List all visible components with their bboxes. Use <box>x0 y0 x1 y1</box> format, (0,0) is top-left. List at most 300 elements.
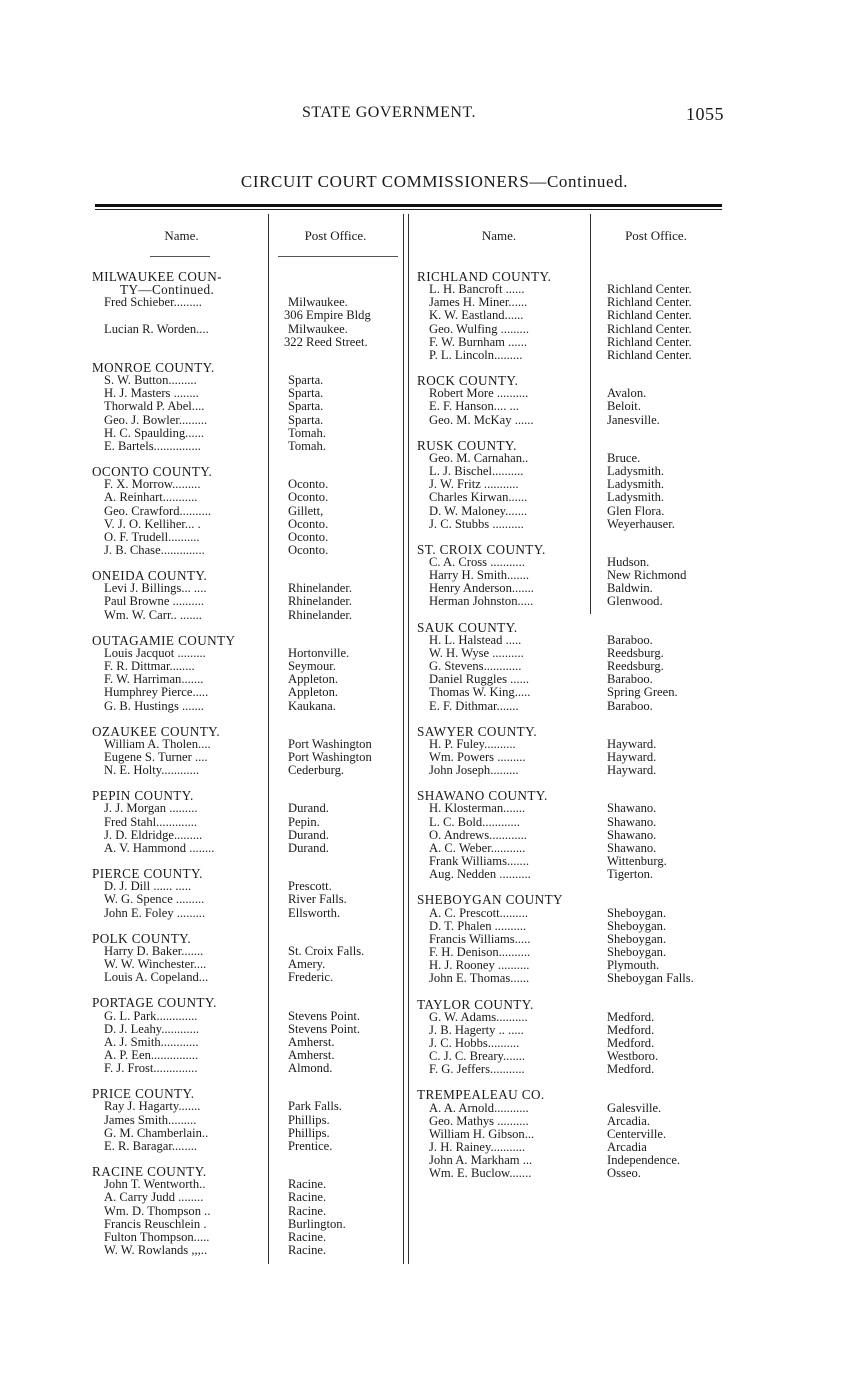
post-office: Oconto. <box>288 490 329 505</box>
commissioner-row <box>92 414 407 427</box>
commissioner-row <box>92 1062 407 1075</box>
commissioner-name: F. G. Jeffers........... <box>429 1063 525 1077</box>
commissioner-name: Geo. Crawford.......... <box>104 504 212 518</box>
post-office: Sparta. <box>288 412 324 427</box>
commissioner-row <box>92 478 407 491</box>
post-office: Ellsworth. <box>288 905 341 920</box>
commissioner-name: Francis Williams..... <box>429 932 531 946</box>
commissioner-name: Charles Kirwan...... <box>429 491 528 505</box>
commissioner-row <box>92 1010 407 1023</box>
post-office: Tigerton. <box>607 867 654 882</box>
post-office: Amherst. <box>288 1047 335 1062</box>
post-office: Oconto. <box>288 516 329 531</box>
commissioner-name: L. C. Bold............ <box>429 815 520 829</box>
right-column <box>417 270 727 1181</box>
post-office: Richland Center. <box>607 295 692 310</box>
commissioner-row <box>92 427 407 440</box>
commissioner-name: Paul Browne .......... <box>104 595 205 609</box>
post-office: Cederburg. <box>288 763 345 778</box>
post-office: Baldwin. <box>607 581 653 596</box>
commissioner-name: N. E. Holty............ <box>104 764 200 778</box>
running-head-title: STATE GOVERNMENT. <box>302 104 477 121</box>
post-office: Appleton. <box>288 685 339 700</box>
commissioner-row <box>92 660 407 673</box>
post-office: Beloit. <box>607 399 641 414</box>
commissioner-name: J. J. Morgan ......... <box>104 802 198 816</box>
commissioner-name: W. H. Wyse .......... <box>429 646 524 660</box>
commissioner-row <box>417 764 727 777</box>
post-office: Ladysmith. <box>607 464 665 479</box>
right-office-header: Post Office. <box>625 228 687 243</box>
commissioner-name: E. F. Hanson.... ... <box>429 400 519 414</box>
commissioner-row <box>92 1244 407 1257</box>
post-office: Milwaukee. <box>288 295 348 310</box>
post-office: Prescott. <box>288 879 332 894</box>
post-office: Baraboo. <box>607 672 653 687</box>
post-office: Tomah. <box>288 438 326 453</box>
commissioner-name: F. J. Frost.............. <box>104 1062 198 1076</box>
post-office: Spring Green. <box>607 685 678 700</box>
commissioner-name: S. W. Button......... <box>104 374 197 388</box>
commissioner-row <box>417 802 727 815</box>
commissioner-row <box>92 971 407 984</box>
post-office: Oconto. <box>288 529 329 544</box>
commissioner-name: F. W. Burnham ...... <box>429 335 528 349</box>
commissioner-name: G. L. Park............. <box>104 1009 198 1023</box>
post-office: Durand. <box>288 827 329 842</box>
commissioner-name: J. W. Fritz ........... <box>429 478 519 492</box>
post-office: Milwaukee. <box>288 321 348 336</box>
post-office: Glenwood. <box>607 594 663 609</box>
post-office: Hayward. <box>607 750 657 764</box>
commissioner-row <box>92 829 407 842</box>
blank-cell <box>92 309 278 322</box>
commissioner-name: H. P. Fuley.......... <box>429 737 516 751</box>
commissioner-name: James H. Miner...... <box>429 296 528 310</box>
post-office: Westboro. <box>607 1049 659 1064</box>
commissioner-row <box>417 673 727 686</box>
post-office: Janesville. <box>607 412 660 427</box>
county-heading: TREMPEALEAU CO. <box>417 1087 545 1103</box>
county-heading: ONEIDA COUNTY. <box>92 568 208 584</box>
post-office: Medford. <box>607 1009 655 1024</box>
commissioner-row <box>92 1127 407 1140</box>
county-heading: PORTAGE COUNTY. <box>92 995 217 1011</box>
post-office: Reedsburg. <box>607 645 664 660</box>
commissioner-row <box>92 595 407 608</box>
post-office: Shawano. <box>607 814 657 829</box>
commissioner-name: E. Bartels............... <box>104 439 201 453</box>
post-office: Appleton. <box>288 672 339 687</box>
commissioner-row <box>417 751 727 764</box>
commissioner-row <box>417 595 727 608</box>
commissioner-name: C. A. Cross ........... <box>429 555 525 569</box>
commissioner-name: Robert More .......... <box>429 387 529 401</box>
county-heading: TAYLOR COUNTY. <box>417 996 534 1012</box>
commissioner-name: Frank Williams....... <box>429 855 530 869</box>
post-office: Seymour. <box>288 659 336 674</box>
commissioner-row <box>417 920 727 933</box>
post-office: Reedsburg. <box>607 659 664 674</box>
post-office: Sheboygan Falls. <box>607 971 694 986</box>
commissioner-row <box>92 1205 407 1218</box>
post-office: Arcadia <box>607 1140 647 1155</box>
commissioner-row <box>92 531 407 544</box>
post-office: Medford. <box>607 1022 655 1037</box>
post-office: Amery. <box>288 957 326 972</box>
commissioner-name: A. V. Hammond ........ <box>104 841 215 855</box>
street-address: 306 Empire Bldg <box>284 308 371 323</box>
commissioner-name: V. J. O. Kelliher... . <box>104 517 201 531</box>
post-office: Medford. <box>607 1062 655 1077</box>
commissioner-address-row <box>92 336 407 349</box>
post-office: Racine. <box>288 1243 327 1257</box>
commissioner-name: E. R. Baragar........ <box>104 1139 198 1153</box>
commissioner-name: F. R. Dittmar........ <box>104 660 195 674</box>
post-office: Independence. <box>607 1153 681 1168</box>
commissioner-row <box>92 893 407 906</box>
commissioner-row <box>417 1167 727 1180</box>
post-office: Sheboygan. <box>607 945 667 960</box>
commissioner-row <box>92 764 407 777</box>
commissioner-name: William H. Gibson... <box>429 1127 535 1141</box>
post-office: Oconto. <box>288 477 329 492</box>
commissioner-name: A. Carry Judd ........ <box>104 1191 204 1205</box>
commissioner-row <box>417 1037 727 1050</box>
post-office: Stevens Point. <box>288 1021 361 1036</box>
post-office: Gillett, <box>288 503 324 518</box>
post-office: Richland Center. <box>607 334 692 349</box>
commissioner-name: Fred Schieber......... <box>104 296 202 310</box>
post-office: Centerville. <box>607 1126 667 1141</box>
commissioner-name: E. F. Dithmar....... <box>429 699 519 713</box>
left-office-header: Post Office. <box>304 228 367 243</box>
commissioner-row <box>417 855 727 868</box>
post-office: Phillips. <box>288 1125 330 1140</box>
commissioner-name: J. D. Eldridge......... <box>104 828 203 842</box>
county-heading: ST. CROIX COUNTY. <box>417 541 546 557</box>
commissioner-name: Geo. Mathys .......... <box>429 1114 529 1128</box>
commissioner-row <box>92 686 407 699</box>
post-office: Shawano. <box>607 827 657 842</box>
post-office: New Richmond <box>607 568 687 583</box>
commissioner-name: L. H. Bancroft ...... <box>429 283 525 297</box>
commissioner-name: A. Reinhart........... <box>104 491 198 505</box>
commissioner-name: G. M. Chamberlain.. <box>104 1126 209 1140</box>
commissioner-row <box>417 933 727 946</box>
commissioner-name: J. B. Hagerty .. ..... <box>429 1023 524 1037</box>
commissioner-name: W. W. Rowlands ,,,.. <box>104 1244 208 1257</box>
post-office: Sparta. <box>288 386 324 401</box>
commissioner-row <box>417 478 727 491</box>
commissioner-name: Levi J. Billings... .... <box>104 582 207 596</box>
commissioner-row <box>92 1036 407 1049</box>
commissioner-row <box>417 323 727 336</box>
post-office: Shawano. <box>607 801 657 816</box>
commissioner-row <box>417 660 727 673</box>
commissioner-row <box>92 1231 407 1244</box>
commissioner-row <box>417 349 727 362</box>
post-office: Sparta. <box>288 373 324 388</box>
county-heading: SAWYER COUNTY. <box>417 723 538 739</box>
header-underline <box>150 256 210 257</box>
commissioner-row <box>92 1191 407 1204</box>
commissioner-row <box>417 1102 727 1115</box>
commissioner-row <box>417 518 727 531</box>
commissioner-name: D. J. Dill ...... ..... <box>104 880 192 894</box>
commissioner-row <box>92 1218 407 1231</box>
commissioner-row <box>417 907 727 920</box>
commissioner-row <box>417 1011 727 1024</box>
county-heading: SHAWANO COUNTY. <box>417 788 548 804</box>
county-heading-continued: TY—Continued. <box>120 282 215 298</box>
commissioner-row <box>417 816 727 829</box>
street-address: 322 Reed Street. <box>284 334 368 349</box>
commissioner-row <box>92 491 407 504</box>
commissioner-row <box>417 1154 727 1167</box>
post-office: Hudson. <box>607 554 650 569</box>
commissioner-row <box>92 544 407 557</box>
commissioner-name: Louis A. Copeland... <box>104 971 209 985</box>
post-office: Richland Center. <box>607 282 692 297</box>
post-office: Sheboygan. <box>607 918 667 933</box>
commissioner-name: Geo. Wulfing ......... <box>429 322 529 336</box>
commissioner-row <box>417 1141 727 1154</box>
commissioner-name: Thomas W. King..... <box>429 686 531 700</box>
commissioner-name: H. L. Halstead ..... <box>429 633 522 647</box>
commissioner-row <box>92 880 407 893</box>
post-office: Bruce. <box>607 450 641 465</box>
county-heading: OZAUKEE COUNTY. <box>92 723 221 739</box>
commissioner-row <box>92 1100 407 1113</box>
county-heading: PIERCE COUNTY. <box>92 866 203 882</box>
commissioner-row <box>92 842 407 855</box>
county-heading: SAUK COUNTY. <box>417 619 518 635</box>
commissioner-row <box>417 400 727 413</box>
commissioner-name: Thorwald P. Abel.... <box>104 400 205 414</box>
commissioner-address-row <box>92 309 407 322</box>
commissioner-row <box>417 842 727 855</box>
commissioner-name: H. C. Spaulding...... <box>104 426 205 440</box>
county-heading: PEPIN COUNTY. <box>92 788 194 804</box>
commissioner-name: Wm. W. Carr.. ....... <box>104 608 202 622</box>
left-column <box>92 270 407 1257</box>
post-office: Tomah. <box>288 425 326 440</box>
post-office: Baraboo. <box>607 632 653 647</box>
commissioner-name: A. A. Arnold........... <box>429 1101 529 1115</box>
commissioner-row <box>417 634 727 647</box>
post-office: Richland Center. <box>607 308 692 323</box>
header-rule-thick <box>95 204 722 207</box>
commissioner-row <box>417 868 727 881</box>
post-office: Medford. <box>607 1035 655 1050</box>
commissioner-name: Ray J. Hagarty....... <box>104 1100 201 1114</box>
commissioner-name: Louis Jacquot ......... <box>104 646 206 660</box>
commissioner-row <box>92 816 407 829</box>
commissioner-name: Harry D. Baker....... <box>104 944 204 958</box>
commissioner-row <box>92 700 407 713</box>
commissioner-name: J. C. Hobbs.......... <box>429 1036 520 1050</box>
commissioner-name: Humphrey Pierce..... <box>104 686 209 700</box>
post-office: Kaukana. <box>288 698 336 713</box>
commissioner-name: A. J. Smith............ <box>104 1035 199 1049</box>
commissioner-row <box>417 505 727 518</box>
commissioner-name: J. B. Chase.............. <box>104 543 205 557</box>
commissioner-row <box>417 1115 727 1128</box>
commissioner-name: D. W. Maloney....... <box>429 504 528 518</box>
commissioner-row <box>417 1128 727 1141</box>
post-office: Hayward. <box>607 736 657 751</box>
commissioner-name: Henry Anderson....... <box>429 582 534 596</box>
post-office: Durand. <box>288 801 329 816</box>
commissioner-row <box>417 309 727 322</box>
commissioner-row <box>417 336 727 349</box>
commissioner-row <box>92 958 407 971</box>
post-office: Stevens Point. <box>288 1008 361 1023</box>
commissioner-name: Daniel Ruggles ...... <box>429 673 530 687</box>
post-office: Port Washington <box>288 736 372 751</box>
commissioner-row <box>92 945 407 958</box>
commissioner-name: Geo. J. Bowler......... <box>104 413 208 427</box>
post-office: Sheboygan. <box>607 905 667 920</box>
commissioner-row <box>417 414 727 427</box>
post-office: Prentice. <box>288 1138 333 1153</box>
county-heading: MILWAUKEE COUN- <box>92 269 222 284</box>
county-heading: OCONTO COUNTY. <box>92 464 213 480</box>
post-office: Sparta. <box>288 399 324 414</box>
post-office: Port Washington <box>288 750 372 764</box>
commissioner-name: Wm. Powers ......... <box>429 751 526 764</box>
column-divider <box>408 214 409 1264</box>
commissioner-row <box>92 323 407 336</box>
post-office: Weyerhauser. <box>607 516 675 531</box>
commissioner-row <box>417 582 727 595</box>
post-office: Racine. <box>288 1203 327 1218</box>
post-office: Pepin. <box>288 814 320 829</box>
post-office: Park Falls. <box>288 1099 342 1114</box>
commissioner-name: John Joseph......... <box>429 764 519 778</box>
post-office: Ladysmith. <box>607 477 665 492</box>
commissioner-row <box>92 1140 407 1153</box>
commissioner-row <box>417 1063 727 1076</box>
commissioner-name: F. H. Denison.......... <box>429 946 531 960</box>
commissioner-name: Geo. M. Carnahan.. <box>429 451 529 465</box>
commissioner-row <box>417 491 727 504</box>
commissioner-name: D. J. Leahy............ <box>104 1022 200 1036</box>
post-office: Almond. <box>288 1061 333 1076</box>
commissioner-name: Geo. M. McKay ...... <box>429 413 534 427</box>
commissioner-name: J. H. Rainey........... <box>429 1141 526 1155</box>
commissioner-name: John A. Markham ... <box>429 1154 533 1168</box>
post-office: Racine. <box>288 1229 327 1244</box>
commissioner-name: Fred Stahl............. <box>104 815 198 829</box>
commissioner-row <box>92 907 407 920</box>
post-office: Sheboygan. <box>607 931 667 946</box>
commissioner-row <box>92 374 407 387</box>
commissioner-row <box>417 700 727 713</box>
post-office: Avalon. <box>607 386 647 401</box>
commissioner-row <box>417 686 727 699</box>
commissioner-row <box>92 751 407 764</box>
commissioner-name: J. C. Stubbs .......... <box>429 517 524 531</box>
commissioner-name: G. B. Hustings ....... <box>104 699 205 713</box>
commissioner-row <box>92 440 407 453</box>
commissioner-name: L. J. Bischel.......... <box>429 465 524 479</box>
county-heading: SHEBOYGAN COUNTY <box>417 892 563 908</box>
commissioner-row <box>92 673 407 686</box>
commissioner-row <box>92 802 407 815</box>
commissioner-name: A. C. Weber........... <box>429 841 526 855</box>
county-heading: RICHLAND COUNTY. <box>417 269 552 284</box>
commissioner-row <box>92 647 407 660</box>
county-heading: MONROE COUNTY. <box>92 359 215 375</box>
post-office: Phillips. <box>288 1112 330 1127</box>
commissioner-name: James Smith......... <box>104 1113 197 1127</box>
commissioner-name: F. X. Morrow......... <box>104 478 201 492</box>
commissioner-name: F. W. Harriman....... <box>104 673 204 687</box>
post-office: Frederic. <box>288 970 334 985</box>
commissioner-row <box>417 452 727 465</box>
commissioner-name: Lucian R. Worden.... <box>104 322 209 336</box>
commissioner-name: W. W. Winchester.... <box>104 958 207 972</box>
commissioner-row <box>417 569 727 582</box>
commissioner-row <box>417 647 727 660</box>
commissioner-row <box>417 972 727 985</box>
blank-cell <box>92 336 278 349</box>
commissioner-name: A. P. Een............... <box>104 1048 199 1062</box>
post-office: Hayward. <box>607 763 657 778</box>
post-office: Amherst. <box>288 1034 335 1049</box>
commissioner-row <box>417 1024 727 1037</box>
header-rule-thin <box>95 209 722 210</box>
commissioner-row <box>92 1178 407 1191</box>
commissioner-row <box>92 400 407 413</box>
post-office: Osseo. <box>607 1166 641 1181</box>
commissioner-name: P. L. Lincoln......... <box>429 348 523 362</box>
commissioner-row <box>92 505 407 518</box>
commissioner-name: C. J. C. Breary....... <box>429 1050 526 1064</box>
commissioner-name: Wm. D. Thompson .. <box>104 1204 211 1218</box>
commissioner-name: Harry H. Smith....... <box>429 569 530 583</box>
commissioner-row <box>417 829 727 842</box>
post-office: Rhinelander. <box>288 607 353 622</box>
post-office: Burlington. <box>288 1216 346 1231</box>
commissioner-row <box>417 738 727 751</box>
commissioner-row <box>417 946 727 959</box>
commissioner-row <box>417 465 727 478</box>
commissioner-name: John E. Thomas...... <box>429 972 530 986</box>
post-office: Glen Flora. <box>607 503 665 518</box>
left-name-header: Name. <box>164 228 199 243</box>
commissioner-row <box>92 582 407 595</box>
post-office: Richland Center. <box>607 347 692 362</box>
post-office: Racine. <box>288 1190 327 1205</box>
commissioner-name: Fulton Thompson..... <box>104 1230 210 1244</box>
post-office: Wittenburg. <box>607 854 667 869</box>
commissioner-row <box>92 518 407 531</box>
commissioner-name: Francis Reuschlein . <box>104 1217 207 1231</box>
right-name-header: Name. <box>481 228 517 243</box>
county-heading: PRICE COUNTY. <box>92 1086 195 1102</box>
commissioner-name: K. W. Eastland...... <box>429 309 524 323</box>
commissioner-name: Herman Johnston..... <box>429 595 534 609</box>
post-office: Ladysmith. <box>607 490 665 505</box>
commissioner-name: Wm. E. Buclow....... <box>429 1167 532 1181</box>
post-office: St. Croix Falls. <box>288 943 365 958</box>
commissioner-name: H. Klosterman....... <box>429 802 526 816</box>
county-heading: RACINE COUNTY. <box>92 1164 207 1180</box>
commissioner-name: H. J. Rooney .......... <box>429 959 530 973</box>
